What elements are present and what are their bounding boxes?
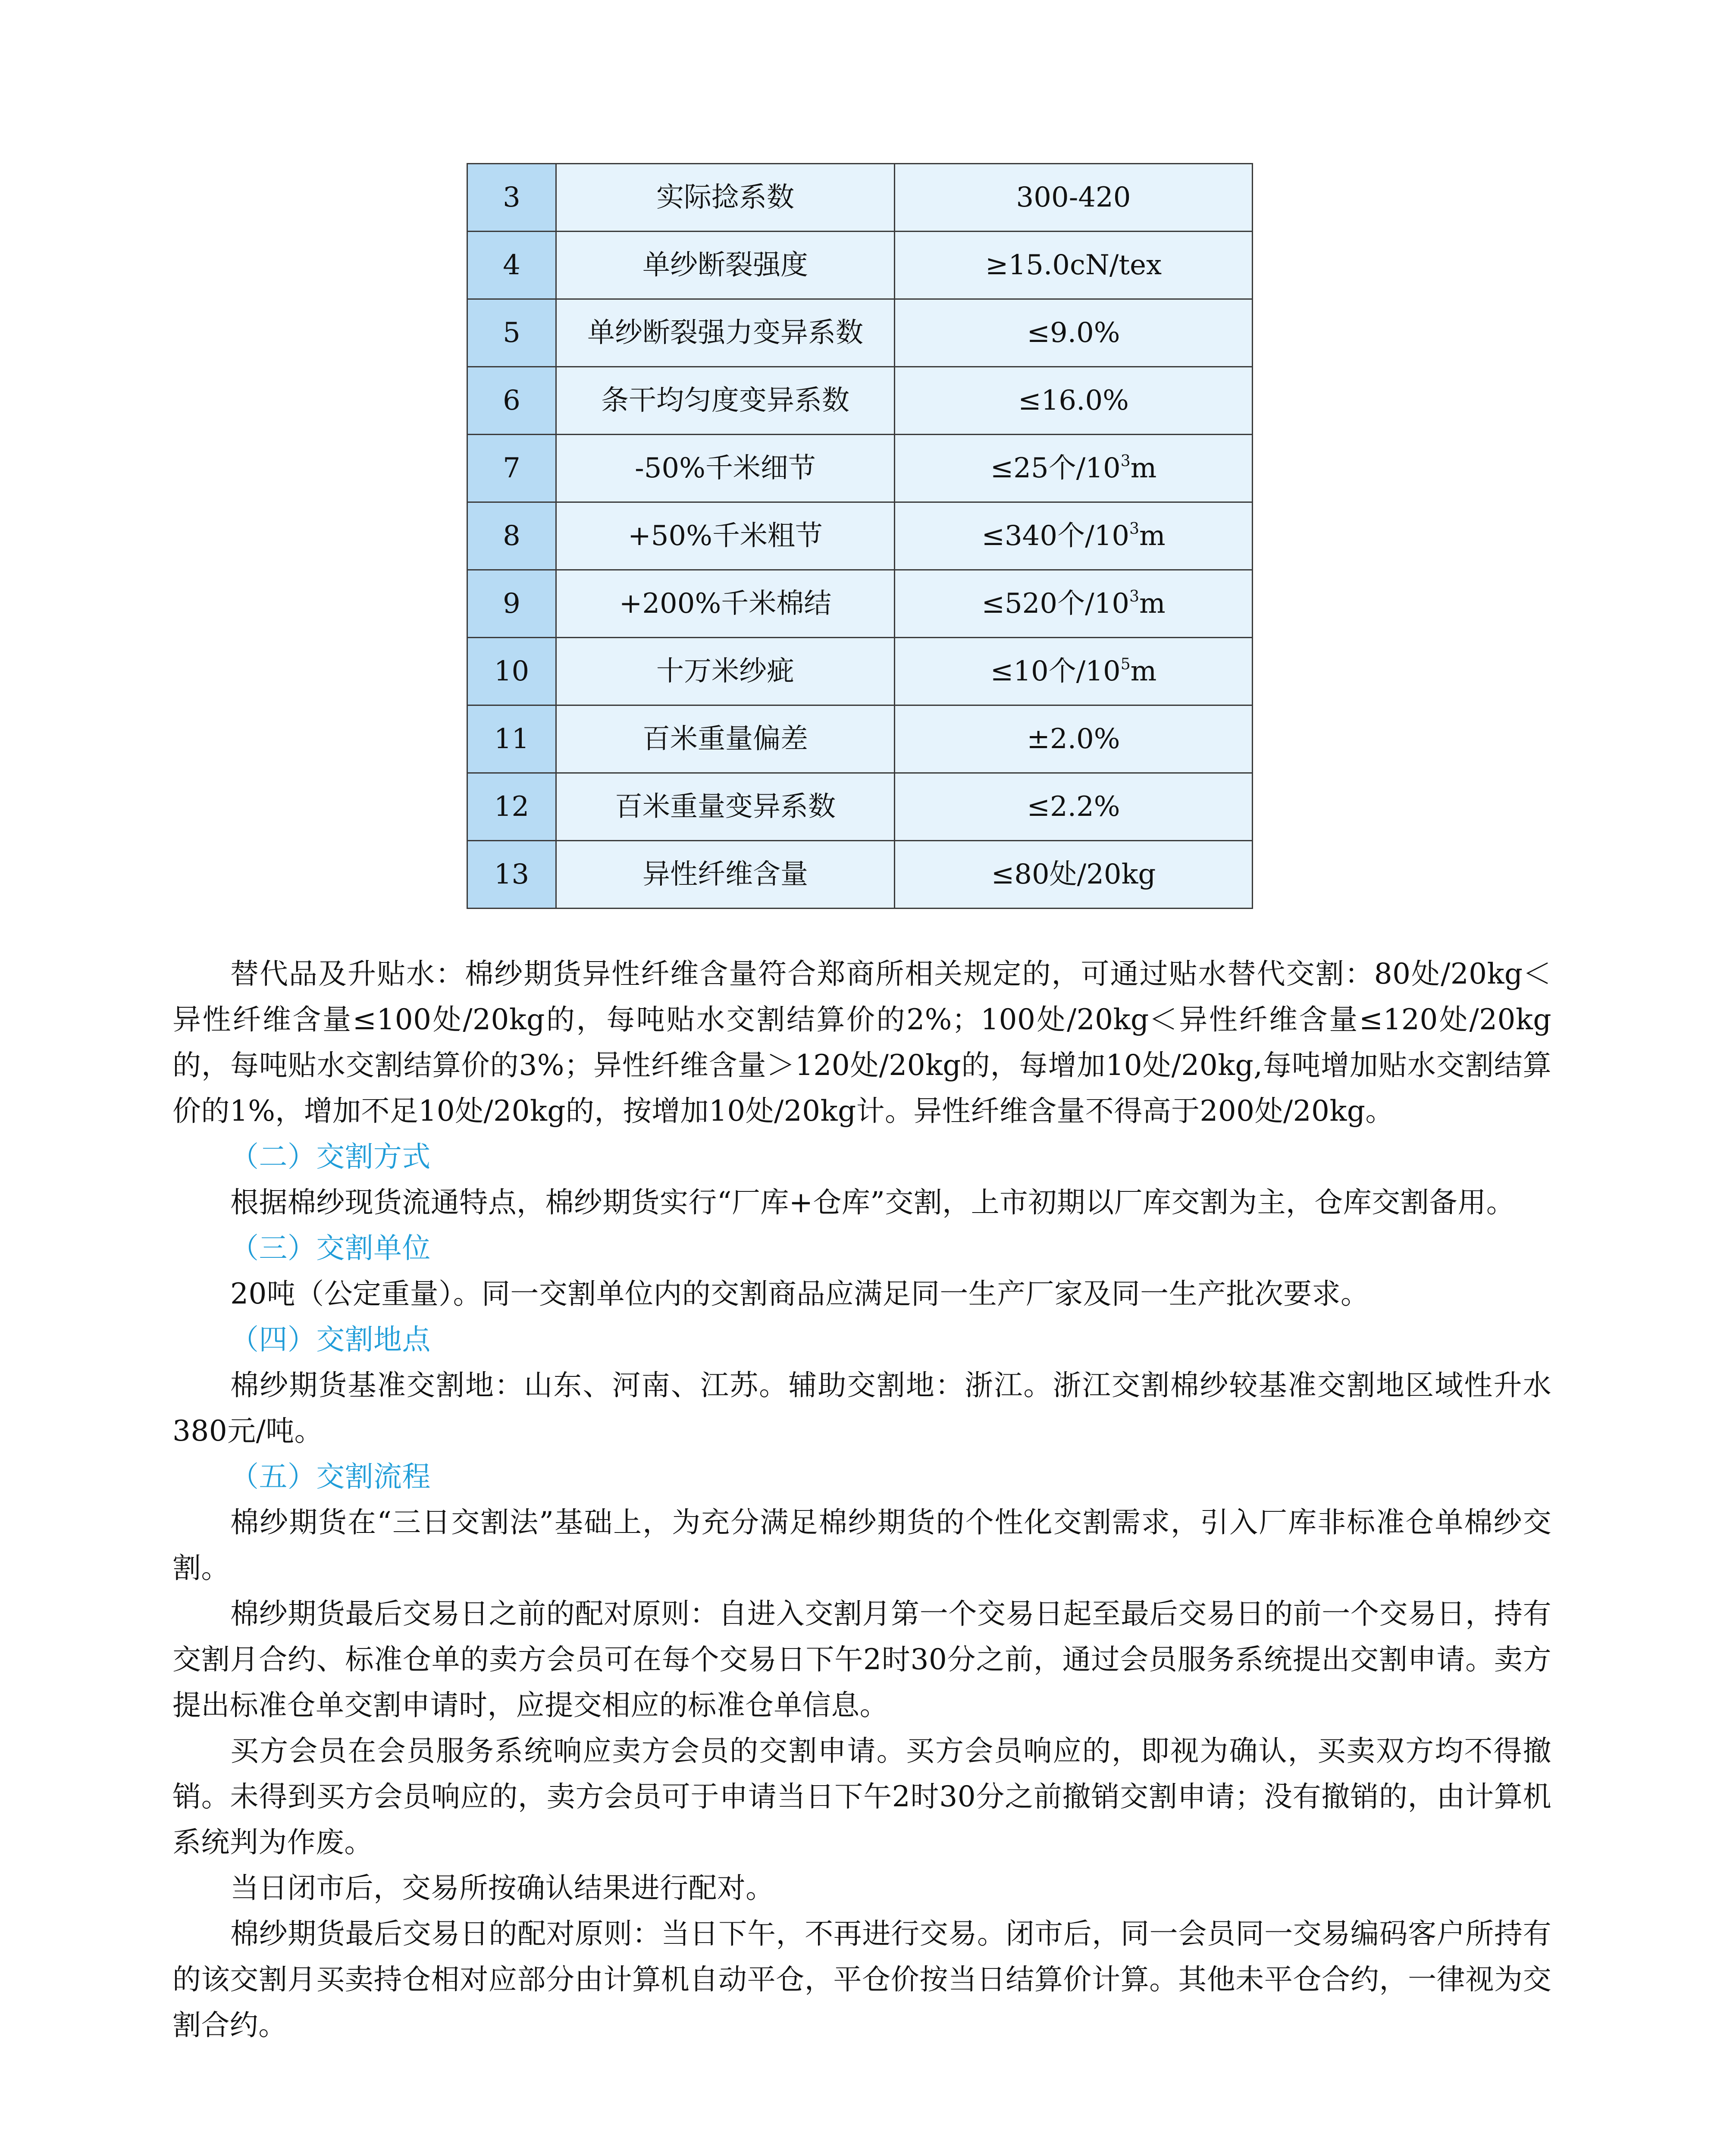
indicator-name-cell: 单纱断裂强力变异系数: [556, 299, 895, 367]
row-number-cell: 4: [467, 232, 556, 299]
row-number-cell: 7: [467, 435, 556, 502]
table-row: [467, 773, 1253, 841]
indicator-value-cell: [895, 435, 1253, 502]
indicator-value-cell: [895, 841, 1253, 909]
indicator-value-cell: [895, 773, 1253, 841]
value-exponent: 3: [1129, 520, 1139, 538]
indicator-value-cell: [895, 570, 1253, 638]
buyer-response-paragraph: 买方会员在会员服务系统响应卖方会员的交割申请。买方会员响应的，即视为确认，买卖双方均不得撤销。未得到买方会员响应的，卖方会员可于申请当日下午2时30分之前撤销交割申请；没有撤销的，由计算机系统判为作废。: [172, 1734, 1551, 1859]
indicator-name-cell: +50%千米粗节: [556, 502, 895, 570]
value-exponent: 3: [1120, 452, 1131, 470]
indicator-name-cell: -50%千米细节: [556, 435, 895, 502]
table-row: [467, 232, 1253, 299]
value-exponent: 3: [1129, 588, 1139, 605]
indicator-value-cell: [895, 299, 1253, 367]
section-heading-delivery-unit: （三）交割单位: [230, 1232, 431, 1265]
table-row: [467, 367, 1253, 435]
indicator-name-cell: 条干均匀度变异系数: [556, 367, 895, 435]
body-text: [172, 951, 1551, 2048]
section-heading-delivery-location: （四）交割地点: [230, 1323, 431, 1356]
section-heading-delivery-method: （二）交割方式: [230, 1140, 431, 1173]
indicator-value-cell: [895, 705, 1253, 773]
table-row: [467, 570, 1253, 638]
table-row: [467, 638, 1253, 705]
table-row: [467, 705, 1253, 773]
table-row: [467, 299, 1253, 367]
table-row: [467, 841, 1253, 909]
row-number-cell: 6: [467, 367, 556, 435]
row-number-cell: 11: [467, 705, 556, 773]
close-matching-paragraph: 当日闭市后，交易所按确认结果进行配对。: [230, 1871, 774, 1905]
value-unit: m: [1139, 588, 1166, 620]
indicator-name-cell: 十万米纱疵: [556, 638, 895, 705]
value-text: ≤25个/10: [990, 452, 1121, 484]
delivery-process-paragraph: 棉纱期货在“三日交割法”基础上，为充分满足棉纱期货的个性化交割需求，引入厂库非标准仓单棉纱交割。: [172, 1506, 1551, 1585]
value-text: ≤16.0%: [1018, 385, 1129, 417]
value-text: ≥15.0cN/tex: [985, 249, 1162, 281]
spec-table-body: [467, 164, 1253, 909]
value-text: ±2.0%: [1027, 723, 1120, 755]
indicator-name-cell: 百米重量变异系数: [556, 773, 895, 841]
delivery-unit-paragraph: 20吨（公定重量）。同一交割单位内的交割商品应满足同一生产厂家及同一生产批次要求。: [230, 1277, 1369, 1310]
value-text: 300-420: [1016, 182, 1131, 213]
value-text: ≤80处/20kg: [991, 859, 1156, 890]
value-text: ≤10个/10: [990, 655, 1121, 687]
row-number-cell: 10: [467, 638, 556, 705]
section-heading-delivery-process: （五）交割流程: [230, 1460, 431, 1493]
delivery-method-paragraph: 根据棉纱现货流通特点，棉纱期货实行“厂库+仓库”交割，上市初期以厂库交割为主，仓库交割备用。: [230, 1186, 1515, 1219]
value-unit: m: [1130, 452, 1157, 484]
row-number-cell: 3: [467, 164, 556, 232]
value-unit: m: [1130, 655, 1157, 687]
row-number-cell: 12: [467, 773, 556, 841]
value-text: ≤2.2%: [1027, 791, 1120, 823]
indicator-name-cell: 单纱断裂强度: [556, 232, 895, 299]
row-number-cell: 8: [467, 502, 556, 570]
last-day-matching-paragraph: 棉纱期货最后交易日的配对原则：当日下午，不再进行交易。闭市后，同一会员同一交易编码客户所持有的该交割月买卖持仓相对应部分由计算机自动平仓，平仓价按当日结算价计算。其他未平仓合约，一律视为交割合约。: [172, 1917, 1551, 2042]
indicator-name-cell: 异性纤维含量: [556, 841, 895, 909]
value-text: ≤520个/10: [981, 588, 1130, 620]
indicator-value-cell: [895, 232, 1253, 299]
indicator-value-cell: [895, 502, 1253, 570]
table-row: [467, 435, 1253, 502]
indicator-name-cell: 百米重量偏差: [556, 705, 895, 773]
value-exponent: 5: [1120, 655, 1131, 673]
spec-table: [467, 163, 1253, 909]
value-text: ≤340个/10: [981, 520, 1130, 552]
value-unit: m: [1139, 520, 1166, 552]
row-number-cell: 5: [467, 299, 556, 367]
indicator-value-cell: [895, 638, 1253, 705]
row-number-cell: 9: [467, 570, 556, 638]
indicator-value-cell: [895, 164, 1253, 232]
indicator-name-cell: 实际捻系数: [556, 164, 895, 232]
pre-last-day-matching-paragraph: 棉纱期货最后交易日之前的配对原则：自进入交割月第一个交易日起至最后交易日的前一个交易日，持有交割月合约、标准仓单的卖方会员可在每个交易日下午2时30分之前，通过会员服务系统提出交割申请。卖方提出标准仓单交割申请时，应提交相应的标准仓单信息。: [172, 1597, 1551, 1722]
table-row: [467, 164, 1253, 232]
substitute-paragraph: 替代品及升贴水：棉纱期货异性纤维含量符合郑商所相关规定的，可通过贴水替代交割：80处/20kg＜异性纤维含量≤100处/20kg的，每吨贴水交割结算价的2%；100处/20kg＜异性纤维含量≤120处/20kg的，每吨贴水交割结算价的3%；异性纤维含量＞120处/20kg的，每增加10处/20kg,每吨增加贴水交割结算价的1%，增加不足10处/20kg的，按增加10处/20kg计。异性纤维含量不得高于200处/20kg。: [172, 957, 1551, 1128]
table-row: [467, 502, 1253, 570]
row-number-cell: 13: [467, 841, 556, 909]
indicator-value-cell: [895, 367, 1253, 435]
delivery-location-paragraph: 棉纱期货基准交割地：山东、河南、江苏。辅助交割地：浙江。浙江交割棉纱较基准交割地区域性升水380元/吨。: [172, 1369, 1551, 1448]
indicator-name-cell: +200%千米棉结: [556, 570, 895, 638]
value-text: ≤9.0%: [1027, 317, 1120, 349]
